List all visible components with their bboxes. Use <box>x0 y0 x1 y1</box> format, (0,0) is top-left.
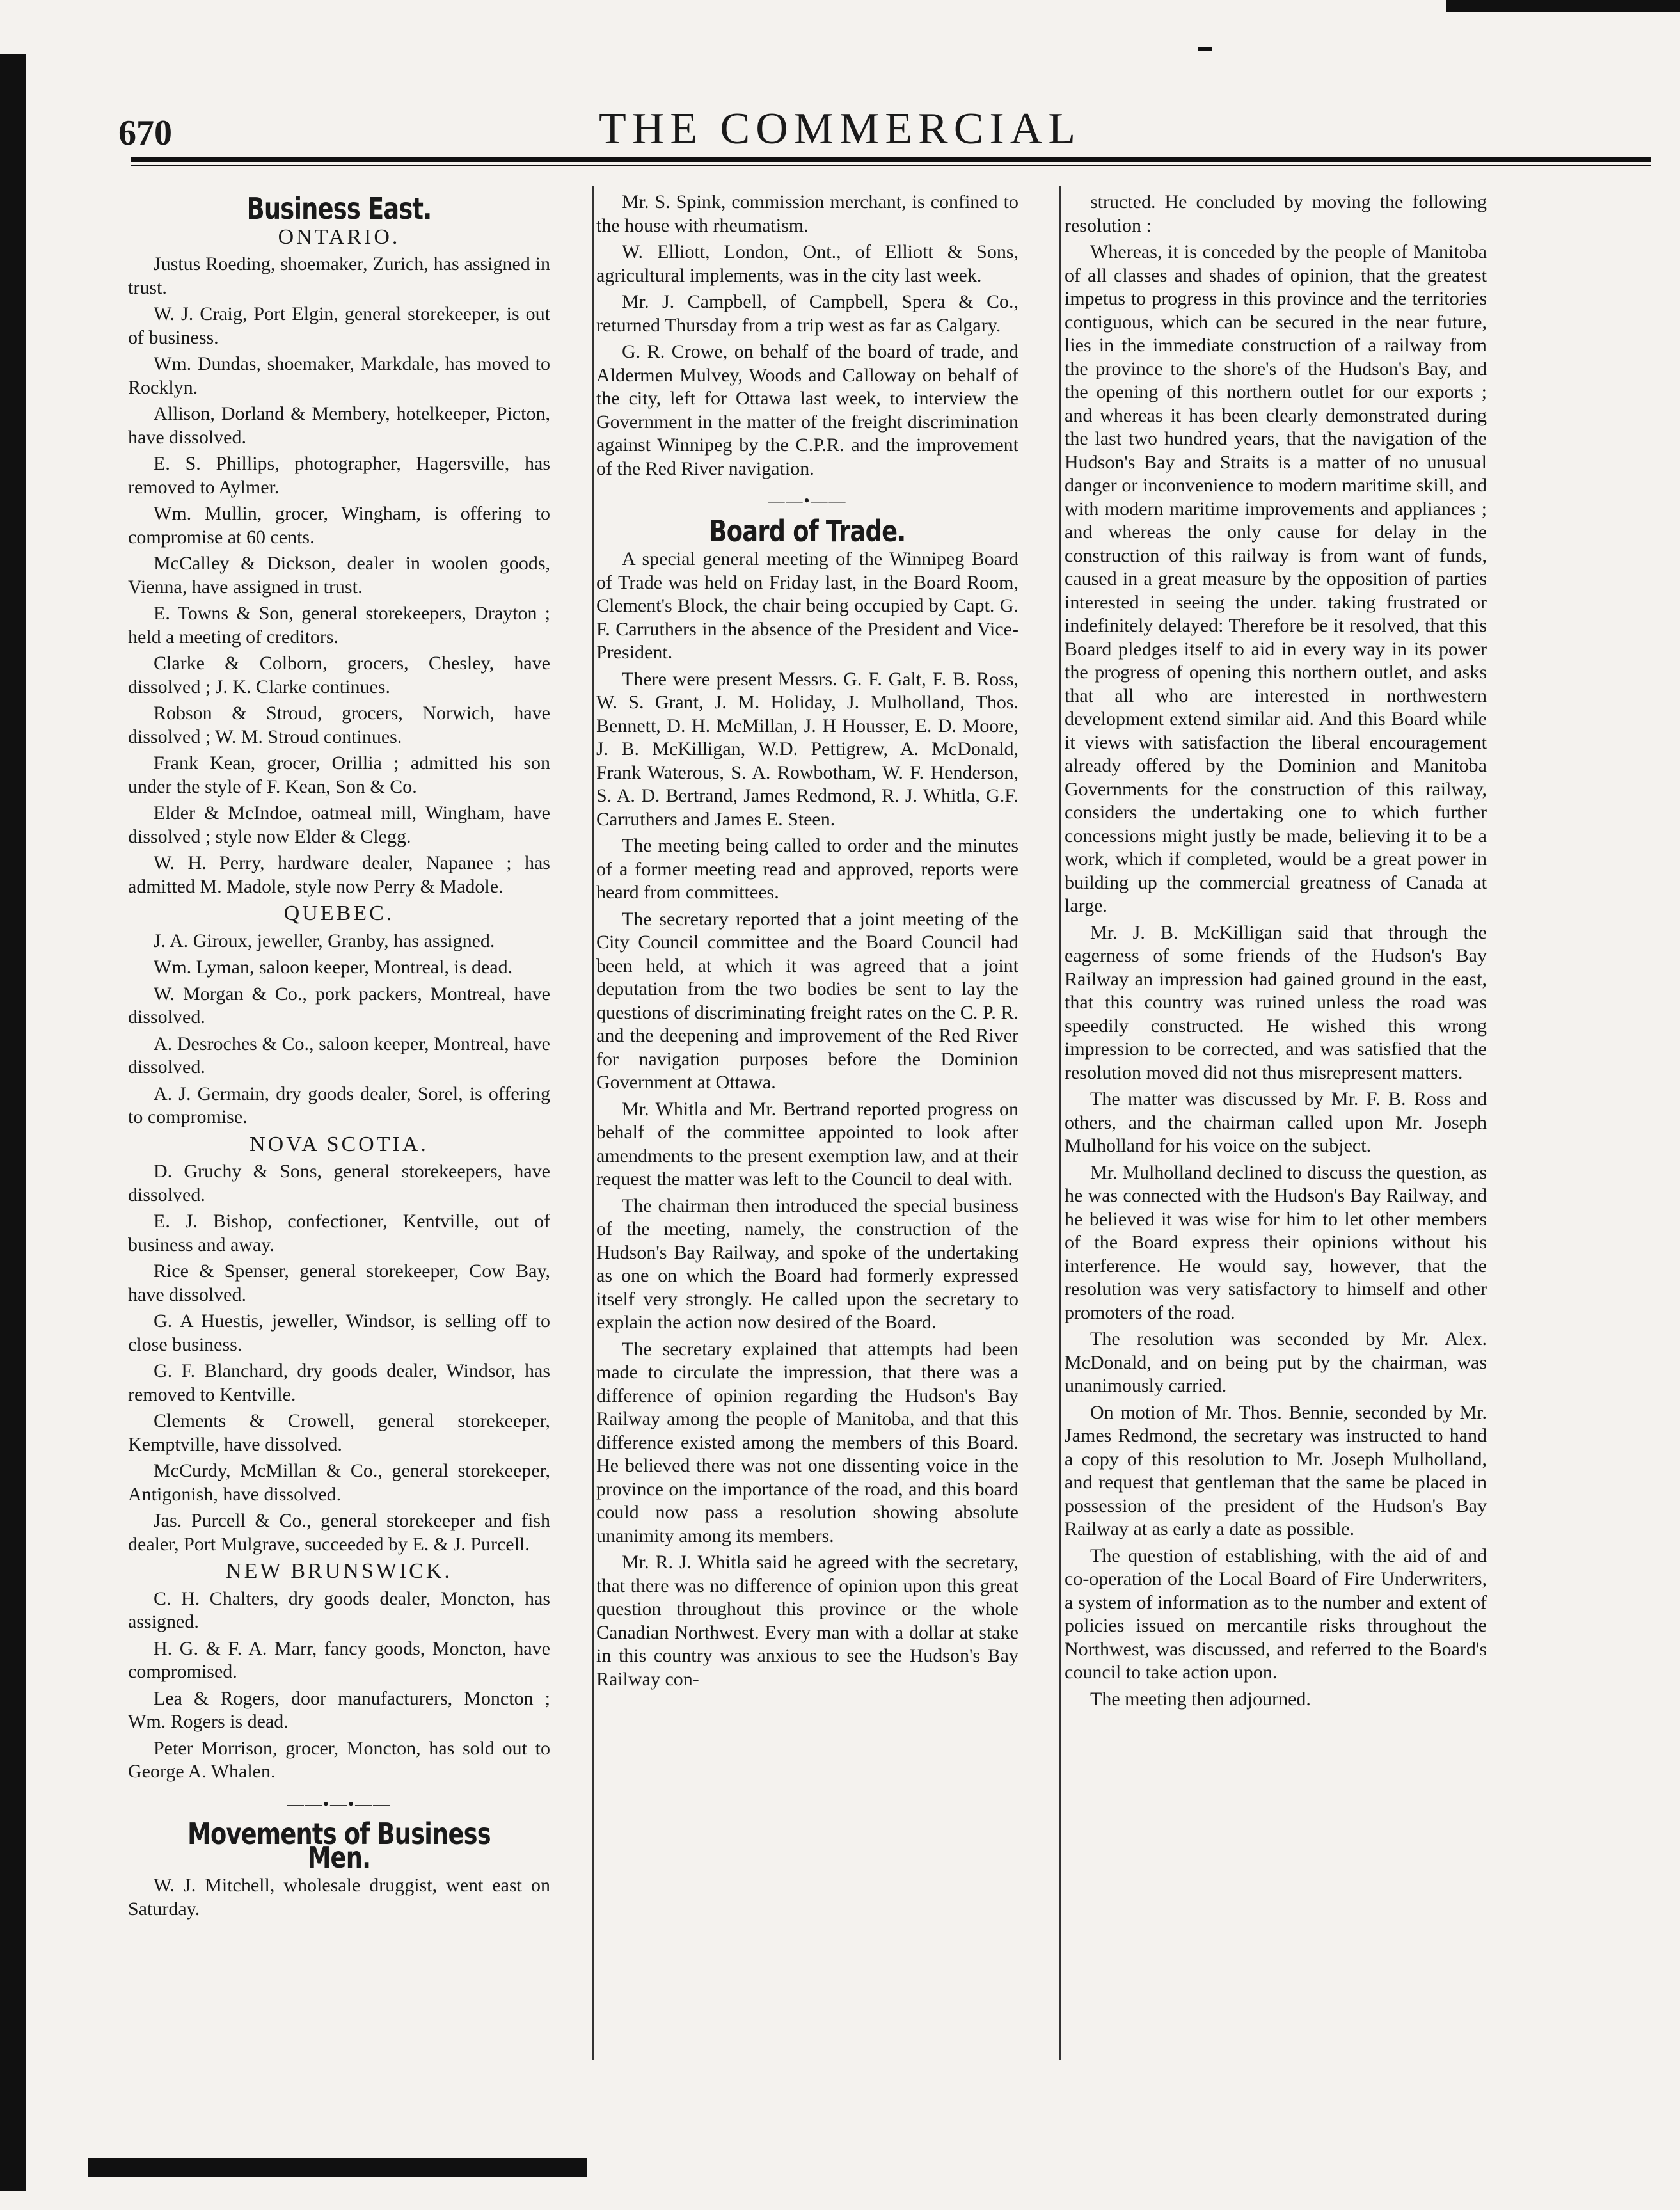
paragraph: There were present Messrs. G. F. Galt, F. B. Ross, W. S. Grant, J. M. Holiday, J. Mulholland, Thos. Bennett, D. H. McMillan, J. H Housser, E. D. Moore, J. B. McKilligan, W.D. Pettigrew, A. McDonald, Frank Waterous, S. A. Rowbotham, W. F. Henderson, S. A. D. Bertrand, James Redmond, R. J. Whitla, G.F. Carruthers and James E. Steen. <box>596 668 1018 830</box>
paragraph: On motion of Mr. Thos. Bennie, seconded by Mr. James Redmond, the secretary was instructed to hand a copy of this resolution to Mr. Joseph Mulholland, and request that gentleman that the same be placed in possession of the president of the Hudson's Bay Railway at as early a date as possible. <box>1065 1401 1487 1539</box>
paragraph: E. Towns & Son, general storekeepers, Drayton ; held a meeting of creditors. <box>128 603 550 648</box>
paragraph: The secretary reported that a joint meeting of the City Council committee and the Board Council had been held, at which it was agreed that a joint deputation from the two bodies be sent to lay the questions of discriminating freight rates on the C. P. R. and the deepening and improvement of the Red River for navigation purposes before the Dominion Government at Ottawa. <box>596 908 1018 1093</box>
paragraph: The secretary explained that attempts had been made to circulate the impression, that there was a difference of opinion regarding the Hudson's Bay Railway among the people of Manitoba, and that this difference existed among the members of this Board. He believed there was not one dissenting voice in the province on the importance of the road, and this board could now pass a resolution showing absolute unanimity among its members. <box>596 1338 1018 1546</box>
paragraph: E. S. Phillips, photographer, Hagersville, has removed to Aylmer. <box>128 453 550 498</box>
quebec-items <box>128 930 550 1129</box>
ontario-items <box>128 253 550 898</box>
new-brunswick-items <box>128 1587 550 1784</box>
paragraph: The meeting being called to order and the minutes of a former meeting read and approved, reports were heard from committees. <box>596 835 1018 903</box>
paragraph: Mr. Mulholland declined to discuss the question, as he was connected with the Hudson's Bay Railway, and he believed it was wise for him to let other members of the Board express their opinions without his interference. He would say, however, that the resolution was very satisfactory to himself and other promoters of the road. <box>1065 1161 1487 1323</box>
paragraph: Mr. J. B. McKilligan said that through the eagerness of some friends of the Hudson's Bay Railway an impression had gained ground in the east, that this country was ruined unless the road was speedily constructed. He wished this wrong impression to be corrected, and was satisfied that the resolution moved did not thus misrepresent matters. <box>1065 921 1487 1083</box>
section-heading-movements: Movements of Business Men. <box>187 1816 491 1875</box>
movements-items-continued <box>596 191 1018 481</box>
paragraph: structed. He concluded by moving the following resolution : <box>1065 191 1487 236</box>
paragraph: W. J. Mitchell, wholesale druggist, went east on Saturday. <box>128 1875 550 1920</box>
paragraph: A. Desroches & Co., saloon keeper, Montreal, have dissolved. <box>128 1033 550 1077</box>
paragraph: Allison, Dorland & Membery, hotelkeeper, Picton, have dissolved. <box>128 403 550 448</box>
column-separator-2 <box>1059 186 1061 2060</box>
column-2 <box>596 191 1018 1694</box>
paragraph: Robson & Stroud, grocers, Norwich, have dissolved ; W. M. Stroud continues. <box>128 703 550 747</box>
paragraph: The chairman then introduced the special business of the meeting, namely, the construction of the Hudson's Bay Railway, and spoke of the undertaking as one on which the Board had formerly expressed itself very strongly. He called upon the secretary to explain the action now desired of the Board. <box>596 1195 1018 1333</box>
paragraph: Justus Roeding, shoemaker, Zurich, has assigned in trust. <box>128 253 550 298</box>
paragraph: A special general meeting of the Winnipeg Board of Trade was held on Friday last, in the Board Room, Clement's Block, the chair being occupied by Capt. G. F. Carruthers in the absence of the President and Vice-President. <box>596 548 1018 663</box>
header-rule-thick <box>131 157 1651 162</box>
paragraph: E. J. Bishop, confectioner, Kentville, out of business and away. <box>128 1211 550 1255</box>
page-number: 670 <box>118 113 172 153</box>
paragraph: H. G. & F. A. Marr, fancy goods, Moncton, have compromised. <box>128 1637 550 1682</box>
paragraph: The resolution was seconded by Mr. Alex. McDonald, and on being put by the chairman, was unanimously carried. <box>1065 1328 1487 1396</box>
paragraph: A. J. Germain, dry goods dealer, Sorel, is offering to compromise. <box>128 1083 550 1127</box>
paragraph: J. A. Giroux, jeweller, Granby, has assigned. <box>154 930 495 951</box>
left-edge-rule <box>0 54 26 2191</box>
paragraph: G. F. Blanchard, dry goods dealer, Windsor, has removed to Kentville. <box>128 1360 550 1405</box>
paragraph: McCalley & Dickson, dealer in woolen goods, Vienna, have assigned in trust. <box>128 553 550 598</box>
column-1 <box>128 191 550 1924</box>
section-ornament: ——•—— <box>768 491 847 510</box>
movements-items <box>128 1874 550 1921</box>
paragraph: W. J. Craig, Port Elgin, general storekeeper, is out of business. <box>128 303 550 348</box>
bottom-edge-bar <box>88 2158 587 2177</box>
paragraph: W. Morgan & Co., pork packers, Montreal, have dissolved. <box>128 983 550 1028</box>
paragraph: Mr. R. J. Whitla said he agreed with the secretary, that there was no difference of opinion upon this great question throughout this province or the whole Canadian Northwest. Every man with a dollar at stake in this country was anxious to see the Hudson's Bay Railway con- <box>596 1552 1018 1690</box>
subheading-quebec: QUEBEC. <box>283 902 395 925</box>
section-ornament: ——•—•—— <box>287 1794 392 1813</box>
paragraph: The matter was discussed by Mr. F. B. Ross and others, and the chairman called upon Mr. Joseph Mulholland for his voice on the subject. <box>1065 1088 1487 1156</box>
section-heading-business-east: Business East. <box>246 191 432 226</box>
subheading-ontario: ONTARIO. <box>278 225 400 249</box>
paragraph: D. Gruchy & Sons, general storekeepers, have dissolved. <box>128 1161 550 1205</box>
top-dash-mark <box>1198 47 1212 51</box>
column-separator-1 <box>592 186 594 2060</box>
paragraph: Lea & Rogers, door manufacturers, Moncton ; Wm. Rogers is dead. <box>128 1687 550 1732</box>
masthead: THE COMMERCIAL <box>598 104 1082 154</box>
nova-scotia-items <box>128 1160 550 1556</box>
board-of-trade-paragraphs <box>596 548 1018 1691</box>
section-heading-board-of-trade: Board of Trade. <box>709 513 906 548</box>
column-3 <box>1065 191 1487 1714</box>
paragraph: Whereas, it is conceded by the people of Manitoba of all classes and shades of opinion, that the greatest impetus to progress in this province and the territories contiguous, which can be secured in the near future, lies in the immediate construction of a railway from the province to the shore's of the Hudson's Bay, and the opening of this northern outlet for our exports ; and whereas it has been clearly demonstrated during the last two hundred years, that the navigation of the Hudson's Bay and Straits is a matter of no unusual danger or inconvenience to modern maritime skill, and with modern maritime improvements and appliances ; and whereas the only cause for delay in the construction of this railway is from want of funds, caused in a great measure by the opposition of parties interested in seeing the under. taking frustrated or indefinitely delayed: Therefore be it resolved, that this Board pledges itself to aid in every way in its power the progress of opening this northern outlet, and asks that all who are interested in northwestern development extend similar aid. And this Board while it views with satisfaction the liberal encouragement already offered by the Dominion and Manitoba Governments for the construction of this railway, considers the undertaking one to which further concessions might justly be made, believing it to be a work, which if completed, would be a great power in building up the commercial greatness of Canada at large. <box>1065 241 1487 916</box>
top-edge-bar <box>1446 0 1680 12</box>
paragraph: The meeting then adjourned. <box>1090 1688 1311 1710</box>
paragraph: McCurdy, McMillan & Co., general storekeeper, Antigonish, have dissolved. <box>128 1460 550 1505</box>
paragraph: Elder & McIndoe, oatmeal mill, Wingham, have dissolved ; style now Elder & Clegg. <box>128 802 550 847</box>
paragraph: Mr. S. Spink, commission merchant, is confined to the house with rheumatism. <box>596 191 1018 236</box>
paragraph: Jas. Purcell & Co., general storekeeper and fish dealer, Port Mulgrave, succeeded by E. & J. Purcell. <box>128 1510 550 1555</box>
paragraph: The question of establishing, with the aid of and co-operation of the Local Board of Fire Underwriters, a system of information as to the number and extent of policies issued on mercantile risks throughout the Northwest, was discussed, and referred to the Board's council to take action upon. <box>1065 1545 1487 1683</box>
paragraph: Wm. Dundas, shoemaker, Markdale, has moved to Rocklyn. <box>128 353 550 398</box>
paragraph: Clements & Crowell, general storekeeper, Kemptville, have dissolved. <box>128 1410 550 1455</box>
paragraph: Wm. Mullin, grocer, Wingham, is offering to compromise at 60 cents. <box>128 503 550 548</box>
subheading-nova-scotia: NOVA SCOTIA. <box>250 1132 429 1156</box>
subheading-new-brunswick: NEW BRUNSWICK. <box>226 1559 452 1583</box>
header-rule-thin <box>131 165 1651 166</box>
paragraph: W. Elliott, London, Ont., of Elliott & Sons, agricultural implements, was in the city last week. <box>596 241 1018 286</box>
paragraph: G. A Huestis, jeweller, Windsor, is selling off to close business. <box>128 1310 550 1355</box>
paragraph: Frank Kean, grocer, Orillia ; admitted his son under the style of F. Kean, Son & Co. <box>128 752 550 797</box>
paragraph: Mr. Whitla and Mr. Bertrand reported progress on behalf of the committee appointed to look after amendments to the present exemption law, and at their request the matter was left to the Council to deal with. <box>596 1098 1018 1189</box>
paragraph: G. R. Crowe, on behalf of the board of trade, and Aldermen Mulvey, Woods and Calloway on behalf of the city, left for Ottawa last week, to interview the Government in the matter of the freight discrimination against Winnipeg by the C.P.R. and the improvement of the Red River navigation. <box>596 341 1018 479</box>
paragraph: Clarke & Colborn, grocers, Chesley, have dissolved ; J. K. Clarke continues. <box>128 653 550 697</box>
board-of-trade-paragraphs-continued <box>1065 191 1487 1711</box>
paragraph: C. H. Chalters, dry goods dealer, Moncton, has assigned. <box>128 1587 550 1632</box>
paragraph: Mr. J. Campbell, of Campbell, Spera & Co., returned Thursday from a trip west as far as Calgary. <box>596 291 1018 336</box>
paragraph: Wm. Lyman, saloon keeper, Montreal, is dead. <box>154 957 513 978</box>
paragraph: Peter Morrison, grocer, Moncton, has sold out to George A. Whalen. <box>128 1737 550 1782</box>
paragraph: W. H. Perry, hardware dealer, Napanee ; has admitted M. Madole, style now Perry & Madole. <box>128 852 550 897</box>
paragraph: Rice & Spenser, general storekeeper, Cow Bay, have dissolved. <box>128 1260 550 1305</box>
